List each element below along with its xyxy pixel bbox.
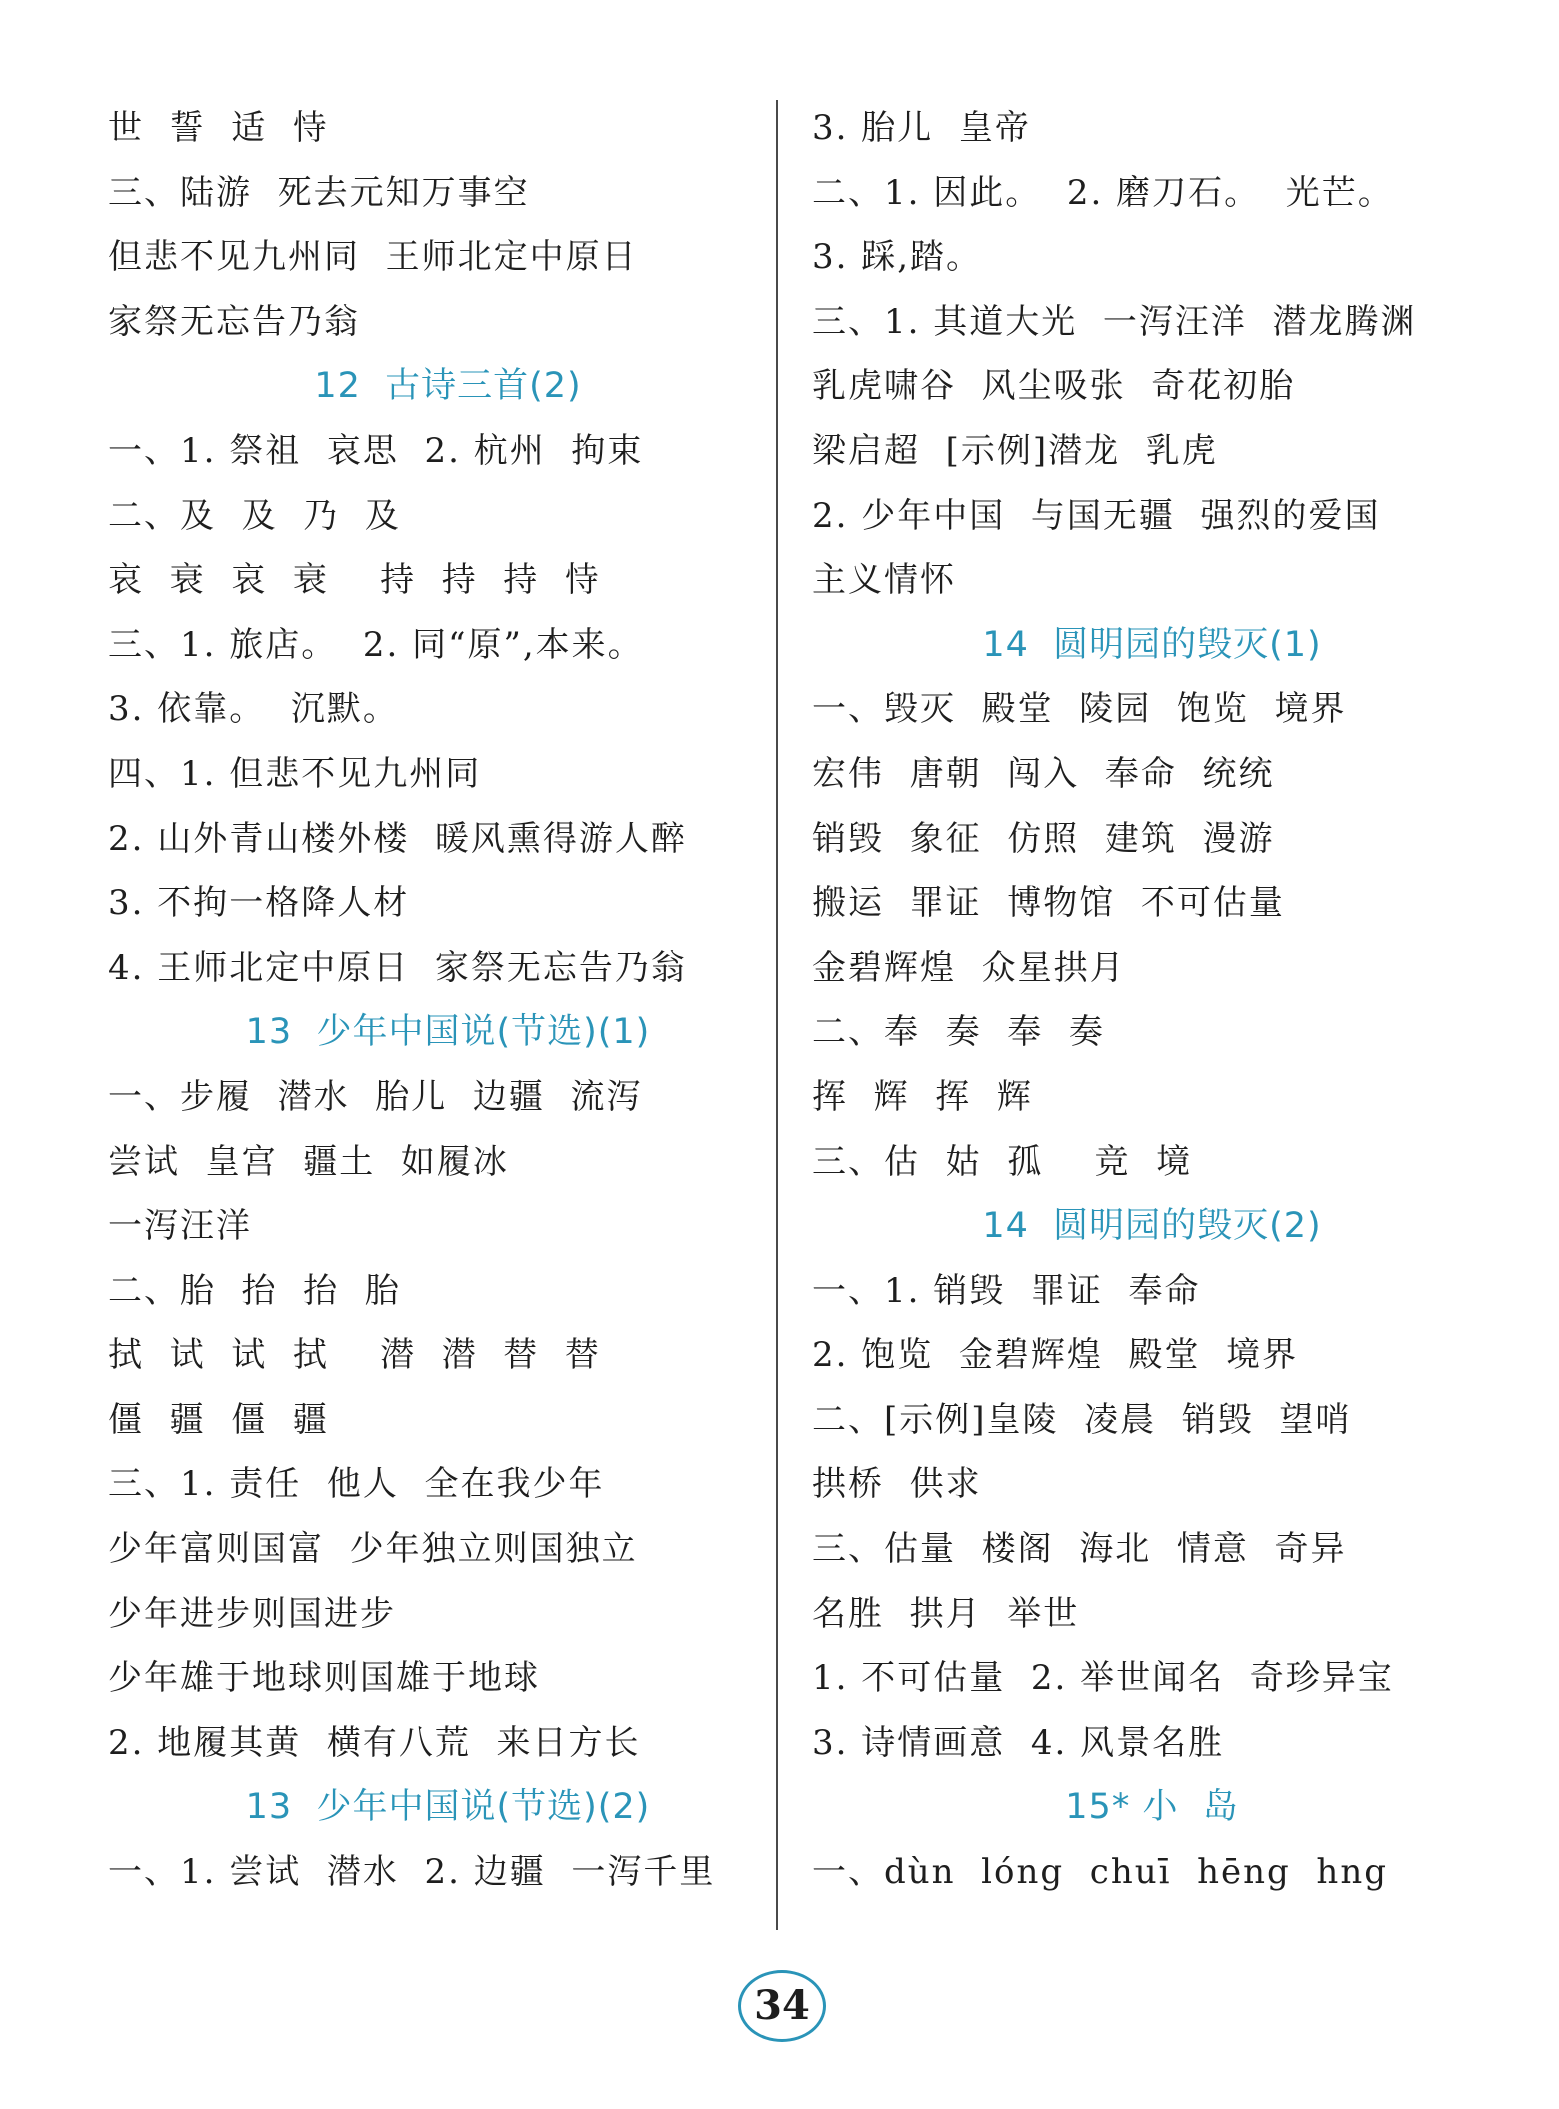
answer-line: 僵 疆 僵 疆: [108, 1399, 329, 1440]
answer-line: 3. 胎儿 皇帝: [812, 108, 1031, 148]
answer-line: 3. 诗情画意 4. 风景名胜: [812, 1722, 1225, 1763]
answer-line: 尝试 皇宫 疆土 如履冰: [108, 1141, 509, 1182]
answer-line: 搬运 罪证 博物馆 不可估量: [812, 883, 1285, 924]
answer-line: 二、1. 因此。 2. 磨刀石。 光芒。: [812, 172, 1394, 213]
answer-line: 一泻汪洋: [108, 1206, 252, 1247]
answer-line: 哀 衰 哀 衰 持 持 持 恃: [108, 560, 601, 601]
answer-line: 拱桥 供求: [812, 1464, 982, 1505]
answer-line: 三、1. 责任 他人 全在我少年: [108, 1464, 605, 1505]
answer-line: 金碧辉煌 众星拱月: [812, 947, 1126, 988]
answer-line: 4. 王师北定中原日 家祭无忘告乃翁: [108, 947, 687, 988]
section-heading: 14 圆明园的毁灭(2): [982, 1206, 1322, 1247]
answer-line: 1. 不可估量 2. 举世闻名 奇珍异宝: [812, 1658, 1394, 1699]
answer-line: 三、陆游 死去元知万事空: [108, 172, 530, 213]
answer-line: 一、步履 潜水 胎儿 边疆 流泻: [108, 1076, 643, 1117]
answer-line: 二、胎 抬 抬 胎: [108, 1270, 401, 1311]
answer-line: 二、[示例]皇陵 凌晨 销毁 望哨: [812, 1399, 1352, 1440]
right-column: [812, 96, 1492, 1905]
answer-line: 少年进步则国进步: [108, 1593, 396, 1634]
answer-line: 2. 少年中国 与国无疆 强烈的爱国: [812, 495, 1381, 536]
answer-line: 销毁 象征 仿照 建筑 漫游: [812, 818, 1275, 859]
answer-line: 乳虎啸谷 风尘吸张 奇花初胎: [812, 366, 1296, 407]
answer-line: 一、1. 祭祖 哀思 2. 杭州 拘束: [108, 430, 644, 471]
answer-line: 拭 试 试 拭 潜 潜 替 替: [108, 1335, 601, 1376]
answer-line: 一、毁灭 殿堂 陵园 饱览 境界: [812, 689, 1347, 730]
answer-line: 主义情怀: [812, 560, 956, 601]
section-heading: 12 古诗三首(2): [314, 366, 582, 407]
answer-line: 世 誓 适 恃: [108, 108, 329, 148]
answer-line: 二、及 及 乃 及: [108, 495, 401, 536]
answer-line: 2. 山外青山楼外楼 暖风熏得游人醉: [108, 818, 687, 859]
section-heading: 13 少年中国说(节选)(1): [245, 1012, 651, 1053]
answer-line: 四、1. 但悲不见九州同: [108, 753, 482, 794]
answer-line: 挥 辉 挥 辉: [812, 1076, 1033, 1117]
answer-line: 少年富则国富 少年独立则国独立: [108, 1529, 638, 1570]
section-heading: 13 少年中国说(节选)(2): [245, 1787, 651, 1828]
answer-line: 梁启超 [示例]潜龙 乳虎: [812, 430, 1218, 471]
section-heading: 15* 小 岛: [1065, 1787, 1239, 1828]
answer-line: 家祭无忘告乃翁: [108, 301, 360, 342]
answer-line: 宏伟 唐朝 闯入 奉命 统统: [812, 753, 1275, 794]
column-divider: [776, 100, 778, 1930]
answer-line: 但悲不见九州同 王师北定中原日: [108, 237, 638, 278]
section-heading: 14 圆明园的毁灭(1): [982, 624, 1322, 665]
answer-line: 2. 饱览 金碧辉煌 殿堂 境界: [812, 1335, 1299, 1376]
answer-line: 3. 踩,踏。: [812, 237, 983, 278]
answer-line: 三、1. 旅店。 2. 同“原”,本来。: [108, 624, 644, 665]
answer-line: 3. 依靠。 沉默。: [108, 689, 399, 730]
answer-line: 少年雄于地球则国雄于地球: [108, 1658, 540, 1699]
answer-line: 二、奉 奏 奉 奏: [812, 1012, 1105, 1053]
answer-line: 三、估量 楼阁 海北 情意 奇异: [812, 1529, 1347, 1570]
answer-line: 三、估 姑 孤 竞 境: [812, 1141, 1193, 1182]
answer-line: 三、1. 其道大光 一泻汪洋 潜龙腾渊: [812, 301, 1417, 342]
left-column: [108, 96, 788, 1905]
answer-line: 2. 地履其黄 横有八荒 来日方长: [108, 1722, 641, 1763]
answer-line: 一、1. 尝试 潜水 2. 边疆 一泻千里: [108, 1852, 716, 1893]
answer-line: 一、1. 销毁 罪证 奉命: [812, 1270, 1201, 1311]
page-number: 34: [738, 1970, 826, 2042]
answer-line: 3. 不拘一格降人材: [108, 883, 410, 924]
answer-line: 一、dùn lóng chuī hēng hng: [812, 1852, 1388, 1893]
answer-line: 名胜 拱月 举世: [812, 1593, 1080, 1634]
